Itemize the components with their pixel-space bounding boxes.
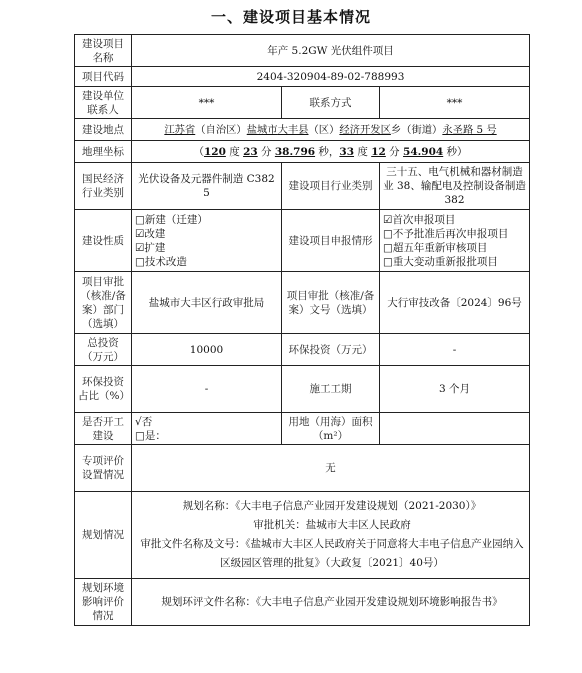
lon-sec: 38.796 bbox=[274, 145, 316, 158]
coordinates-label: 地理坐标 bbox=[75, 141, 132, 163]
option-label: 技术改造 bbox=[144, 255, 187, 268]
checkbox-icon: □ bbox=[383, 227, 393, 240]
row-investment bbox=[75, 334, 530, 366]
street: 永圣路 5 号 bbox=[442, 123, 497, 136]
lon-deg: 120 bbox=[203, 145, 226, 158]
row-coordinates bbox=[75, 141, 530, 163]
approval-dept-value: 盐城市大丰区行政审批局 bbox=[132, 272, 282, 334]
option-label: 改建 bbox=[144, 227, 166, 240]
row-plan-eia bbox=[75, 579, 530, 626]
checkbox-icon: □ bbox=[135, 429, 145, 442]
county-suffix: （区） bbox=[308, 123, 340, 136]
zone-suffix: 乡（街道） bbox=[390, 123, 443, 136]
lat-sec: 54.904 bbox=[403, 145, 444, 158]
project-industry-label: 建设项目行业类别 bbox=[282, 163, 380, 210]
row-special-evaluation bbox=[75, 445, 530, 492]
land-area-label: 用地（用海）面积（m²） bbox=[282, 413, 380, 445]
started-label: 是否开工建设 bbox=[75, 413, 132, 445]
application-option[interactable] bbox=[383, 213, 526, 227]
row-project-code bbox=[75, 67, 530, 87]
city: 盐城市 bbox=[246, 123, 278, 136]
check-icon: √ bbox=[135, 415, 142, 428]
nature-option[interactable] bbox=[135, 255, 278, 269]
option-label: 超五年重新审核项目 bbox=[392, 241, 488, 254]
env-ratio-label: 环保投资占比（%） bbox=[75, 366, 132, 413]
plan-eia-label: 规划环境影响评价情况 bbox=[75, 579, 132, 626]
checkbox-icon: ☑ bbox=[135, 241, 145, 254]
project-code-value: 2404-320904-89-02-788993 bbox=[132, 67, 530, 87]
phone-label: 联系方式 bbox=[282, 87, 380, 119]
lat-deg: 33 bbox=[339, 145, 355, 158]
special-eval-value: 无 bbox=[132, 445, 530, 492]
phone-value: *** bbox=[380, 87, 530, 119]
province: 江苏省 bbox=[164, 123, 196, 136]
option-label: 扩建 bbox=[144, 241, 166, 254]
nature-option[interactable] bbox=[135, 227, 278, 241]
application-type-label: 建设项目申报情形 bbox=[282, 210, 380, 272]
env-ratio-value: - bbox=[132, 366, 282, 413]
checkbox-icon: ☑ bbox=[383, 213, 393, 226]
plan-details bbox=[132, 492, 530, 579]
lat-deg-unit: 度 bbox=[354, 145, 372, 158]
application-type-options bbox=[380, 210, 530, 272]
application-option[interactable] bbox=[383, 241, 526, 255]
page-title: 一、建设项目基本情况 bbox=[210, 8, 371, 26]
option-label: 新建（迁建） bbox=[144, 213, 208, 226]
province-suffix: （自治区） bbox=[195, 123, 247, 136]
checkbox-icon: ☑ bbox=[135, 227, 145, 240]
row-location bbox=[75, 119, 530, 141]
construction-period-value: 3 个月 bbox=[380, 366, 530, 413]
nature-option[interactable] bbox=[135, 241, 278, 255]
application-option[interactable] bbox=[383, 255, 526, 269]
checkbox-icon: □ bbox=[135, 255, 145, 268]
option-label: 首次申报项目 bbox=[392, 213, 456, 226]
row-nature bbox=[75, 210, 530, 272]
row-approval bbox=[75, 272, 530, 334]
special-eval-label: 专项评价设置情况 bbox=[75, 445, 132, 492]
project-name-value: 年产 5.2GW 光伏组件项目 bbox=[132, 35, 530, 67]
env-investment-value: - bbox=[380, 334, 530, 366]
row-industry bbox=[75, 163, 530, 210]
plan-eia-value: 规划环评文件名称：《大丰电子信息产业园开发建设规划环境影响报告书》 bbox=[132, 579, 530, 626]
project-industry-value: 三十五、电气机械和器材制造业 38、输配电及控制设备制造 382 bbox=[380, 163, 530, 210]
lon-min-unit: 分 bbox=[257, 145, 275, 158]
zone: 经济开发区 bbox=[339, 123, 391, 136]
nature-option[interactable] bbox=[135, 213, 278, 227]
nature-options bbox=[132, 210, 282, 272]
county: 大丰县 bbox=[277, 123, 309, 136]
industry-label: 国民经济行业类别 bbox=[75, 163, 132, 210]
approval-dept-label: 项目审批（核准/备案）部门（选填） bbox=[75, 272, 132, 334]
option-label: 否 bbox=[141, 415, 153, 428]
started-options bbox=[132, 413, 282, 445]
investment-label: 总投资（万元） bbox=[75, 334, 132, 366]
plan-authority: 审批机关：盐城市大丰区人民政府 bbox=[253, 519, 411, 531]
plan-name: 规划名称：《大丰电子信息产业园开发建设规划（2021-2030）》 bbox=[182, 500, 482, 512]
row-contact bbox=[75, 87, 530, 119]
option-label: 是： bbox=[144, 429, 166, 442]
env-investment-label: 环保投资（万元） bbox=[282, 334, 380, 366]
project-info-table bbox=[74, 34, 530, 626]
started-option[interactable] bbox=[135, 429, 278, 443]
location-label: 建设地点 bbox=[75, 119, 132, 141]
coord-open: （ bbox=[193, 145, 204, 158]
project-name-label: 建设项目名称 bbox=[75, 35, 132, 67]
application-option[interactable] bbox=[383, 227, 526, 241]
lon-min: 23 bbox=[243, 145, 258, 158]
lat-min: 12 bbox=[371, 145, 386, 158]
approval-doc-value: 大行审技改备〔2024〕96号 bbox=[380, 272, 530, 334]
option-label: 不予批准后再次申报项目 bbox=[392, 227, 509, 240]
approval-doc-label: 项目审批（核准/备案）文号（选填） bbox=[282, 272, 380, 334]
checkbox-icon: □ bbox=[383, 241, 393, 254]
lon-sec-unit: 秒， bbox=[315, 145, 340, 158]
lat-min-unit: 分 bbox=[385, 145, 404, 158]
checkbox-icon: □ bbox=[383, 255, 393, 268]
location-value bbox=[132, 119, 530, 141]
lat-sec-unit: 秒） bbox=[443, 145, 468, 158]
row-plan bbox=[75, 492, 530, 579]
nature-label: 建设性质 bbox=[75, 210, 132, 272]
lon-deg-unit: 度 bbox=[225, 145, 244, 158]
land-area-value bbox=[380, 413, 530, 445]
contact-value: *** bbox=[132, 87, 282, 119]
option-label: 重大变动重新报批项目 bbox=[392, 255, 498, 268]
industry-value: 光伏设备及元器件制造 C3825 bbox=[132, 163, 282, 210]
construction-period-label: 施工工期 bbox=[282, 366, 380, 413]
plan-label: 规划情况 bbox=[75, 492, 132, 579]
row-project-name bbox=[75, 35, 530, 67]
row-ratio bbox=[75, 366, 530, 413]
project-code-label: 项目代码 bbox=[75, 67, 132, 87]
plan-approval-doc: 审批文件名称及文号：《盐城市大丰区人民政府关于同意将大丰电子信息产业园纳入区级园区管理的批复》（大政复〔2021〕40号） bbox=[140, 538, 524, 569]
investment-value: 10000 bbox=[132, 334, 282, 366]
contact-label: 建设单位联系人 bbox=[75, 87, 132, 119]
checkbox-icon: □ bbox=[135, 213, 145, 226]
row-started bbox=[75, 413, 530, 445]
coordinates-value bbox=[132, 141, 530, 163]
started-option[interactable] bbox=[135, 415, 278, 429]
